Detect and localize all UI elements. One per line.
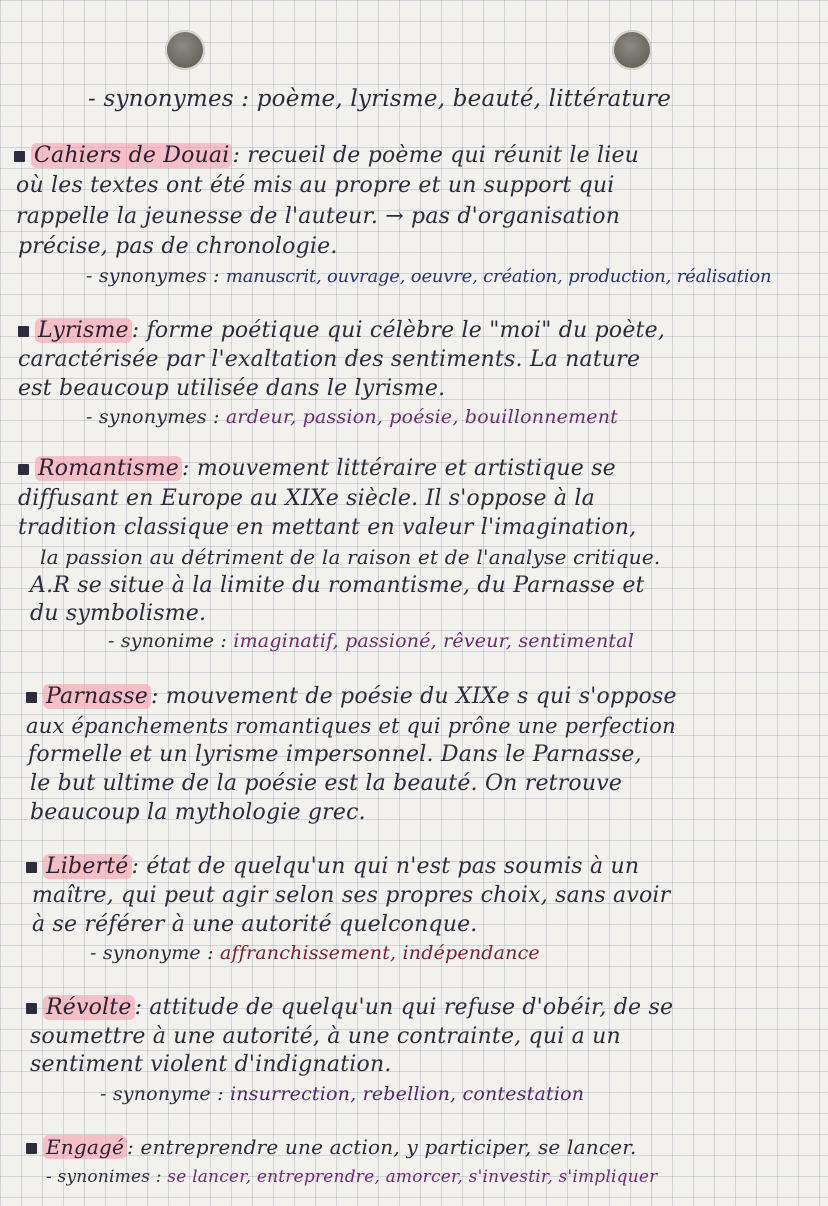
entry-engage-text-1: : entreprendre une action, y participer, se lancer. (127, 1135, 637, 1159)
bullet-icon (26, 862, 37, 873)
entry-revolte-synonyms (100, 1081, 584, 1107)
entry-liberte-line-3 (32, 912, 478, 938)
entry-romantisme-text-2: diffusant en Europe au XIXe siècle. Il s'oppose à la (18, 486, 595, 511)
entry-lyrisme-text-3: est beaucoup utilisée dans le lyrisme. (18, 376, 446, 401)
entry-liberte-syn-prefix: - synonyme : (90, 942, 214, 964)
entry-cahiers-text-3: rappelle la jeunesse de l'auteur. → pas d'organisation (16, 204, 621, 229)
entry-parnasse-line-5 (30, 800, 366, 826)
entry-revolte-line-3 (30, 1052, 392, 1078)
entry-romantisme-syn-prefix: - synonime : (108, 630, 228, 652)
entry-revolte-text-3: sentiment violent d'indignation. (30, 1052, 392, 1077)
entry-cahiers-text-2: où les textes ont été mis au propre et un support qui (16, 173, 615, 198)
entry-parnasse-line-4 (30, 771, 622, 797)
bullet-icon (26, 1003, 37, 1014)
entry-cahiers-synonyms (86, 263, 771, 290)
entry-cahiers-syn-values: manuscrit, ouvrage, oeuvre, création, production, réalisation (225, 266, 772, 287)
entry-parnasse-term: Parnasse (43, 684, 151, 709)
entry-engage-term: Engagé (43, 1135, 127, 1159)
entry-romantisme-text-6: du symbolisme. (30, 601, 207, 626)
entry-engage-line-1 (26, 1134, 636, 1160)
entry-lyrisme-syn-prefix: - synonymes : (86, 406, 220, 428)
entry-liberte-syn-values: affranchissement, indépendance (219, 942, 540, 964)
entry-romantisme-syn-values: imaginatif, passioné, rêveur, sentimental (233, 630, 635, 652)
entry-liberte-line-2 (32, 883, 670, 909)
entry-romantisme-line-2 (18, 486, 595, 512)
entry-cahiers-syn-prefix: - synonymes : (86, 265, 220, 287)
entry-engage-syn-prefix: - synonimes : (46, 1167, 162, 1187)
entry-revolte-line-1 (26, 995, 673, 1021)
entry-parnasse-text-4: le but ultime de la poésie est la beauté. On retrouve (30, 771, 623, 796)
entry-liberte-text-1: : état de quelqu'un qui n'est pas soumis à un (131, 854, 640, 879)
entry-cahiers-term: Cahiers de Douai (31, 143, 232, 168)
entry-parnasse-text-1: : mouvement de poésie du XIXe s qui s'oppose (150, 684, 677, 709)
entry-romantisme-text-1: : mouvement littéraire et artistique se (182, 456, 616, 481)
entry-romantisme-line-6 (30, 601, 206, 627)
entry-revolte-text-1: : attitude de quelqu'un qui refuse d'obéir, de se (134, 995, 674, 1020)
entry-liberte-text-3: à se référer à une autorité quelconque. (32, 912, 478, 937)
entry-romantisme-text-4: la passion au détriment de la raison et de l'analyse critique. (40, 545, 661, 569)
entry-revolte-syn-prefix: - synonyme : (100, 1083, 224, 1105)
entry-romantisme-term: Romantisme (35, 456, 182, 481)
entry-romantisme-line-1 (18, 456, 616, 482)
entry-cahiers-line-1 (14, 143, 639, 169)
entry-romantisme-text-3: tradition classique en mettant en valeur l'imagination, (18, 515, 637, 540)
entry-cahiers-text-4: précise, pas de chronologie. (18, 234, 338, 259)
binder-hole-right (612, 30, 652, 70)
entry-engage-synonyms (46, 1164, 657, 1190)
entry-parnasse-line-3 (28, 742, 642, 768)
entry-liberte-line-1 (26, 854, 639, 880)
entry-liberte-text-2: maître, qui peut agir selon ses propres choix, sans avoir (32, 883, 671, 908)
entry-parnasse-line-2 (26, 713, 676, 739)
entry-engage-syn-values: se lancer, entreprendre, amorcer, s'investir, s'impliquer (167, 1167, 658, 1187)
binder-hole-left (165, 30, 205, 70)
entry-cahiers-line-3 (16, 204, 620, 230)
entry-romantisme-synonyms (108, 628, 634, 654)
bullet-icon (18, 326, 29, 337)
entry-revolte-syn-values: insurrection, rebellion, contestation (229, 1083, 585, 1105)
entry-cahiers-text-1: : recueil de poème qui réunit le lieu (232, 143, 640, 168)
entry-cahiers-line-4 (18, 234, 338, 260)
entry-parnasse-text-2: aux épanchements romantiques et qui prône une perfection (26, 714, 676, 738)
entry-romantisme-line-3 (18, 515, 636, 541)
entry-lyrisme-line-3 (18, 376, 445, 402)
bullet-icon (26, 1143, 37, 1154)
entry-lyrisme-text-2: caractérisée par l'exaltation des sentiments. La nature (18, 347, 641, 372)
bullet-icon (26, 692, 37, 703)
entry-romantisme-text-5: A.R se situe à la limite du romantisme, du Parnasse et (30, 573, 645, 598)
bullet-icon (18, 464, 29, 475)
entry-lyrisme-line-1 (18, 318, 665, 344)
entry-lyrisme-synonyms (86, 404, 618, 430)
entry-revolte-text-2: soumettre à une autorité, à une contrainte, qui a un (30, 1024, 621, 1049)
header-synonyms (88, 86, 671, 112)
entry-parnasse-text-3: formelle et un lyrisme impersonnel. Dans le Parnasse, (28, 742, 642, 767)
entry-cahiers-line-2 (16, 173, 615, 199)
entry-liberte-synonyms (90, 940, 540, 966)
entry-lyrisme-term: Lyrisme (35, 318, 132, 343)
entry-lyrisme-line-2 (18, 347, 640, 373)
entry-romantisme-line-4 (40, 544, 660, 570)
entry-lyrisme-text-1: : forme poétique qui célèbre le "moi" du poète, (131, 318, 666, 343)
bullet-icon (14, 151, 25, 162)
header-synonyms-text: - synonymes : poème, lyrisme, beauté, littérature (88, 86, 672, 112)
entry-revolte-term: Révolte (43, 995, 135, 1020)
entry-romantisme-line-5 (30, 573, 645, 599)
entry-parnasse-text-5: beaucoup la mythologie grec. (30, 800, 366, 825)
entry-lyrisme-syn-values: ardeur, passion, poésie, bouillonnement (225, 406, 619, 428)
entry-liberte-term: Liberté (43, 854, 132, 879)
entry-revolte-line-2 (30, 1024, 621, 1050)
entry-parnasse-line-1 (26, 684, 677, 710)
